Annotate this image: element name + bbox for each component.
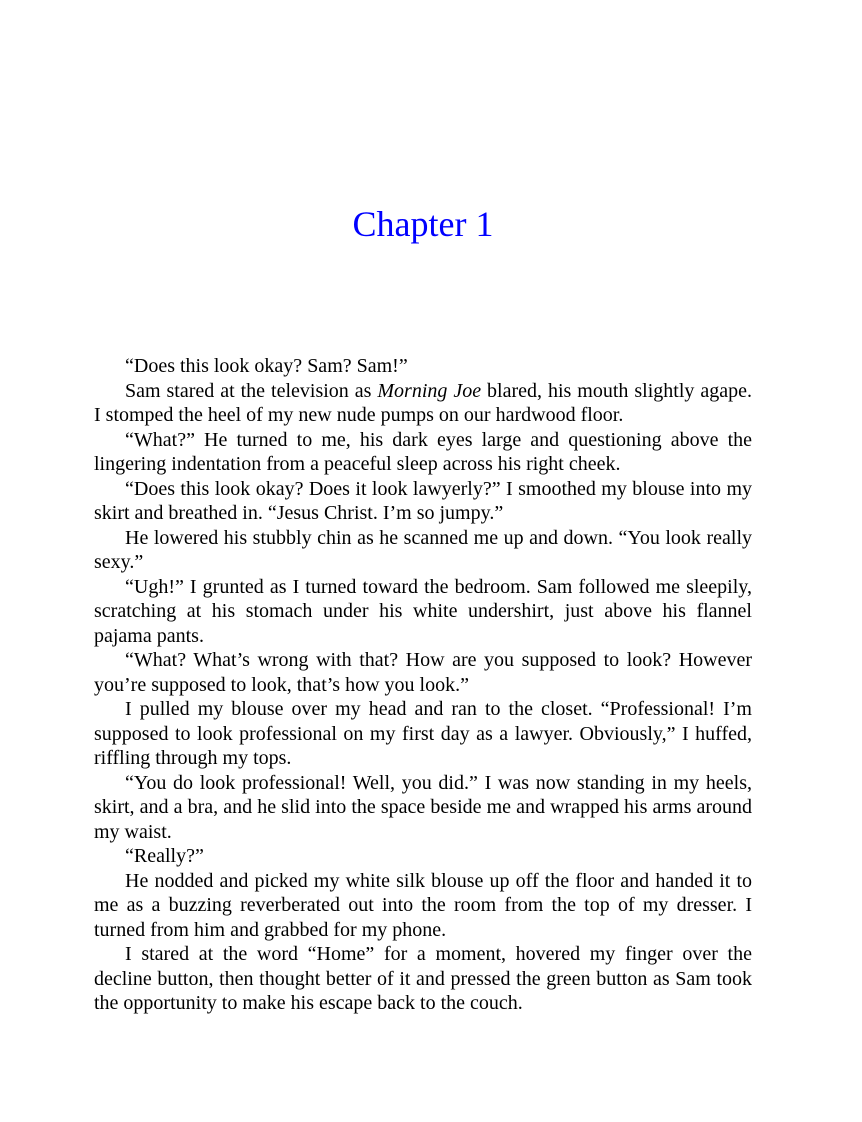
paragraph: “What? What’s wrong with that? How are you supposed to look? However you’re supposed to look, that’s how you look.”	[94, 649, 752, 696]
paragraph: “Ugh!” I grunted as I turned toward the bedroom. Sam followed me sleepily, scratching at his stomach under his white undershirt, just above his flannel pajama pants.	[94, 575, 752, 647]
paragraph: “Does this look okay? Sam? Sam!”	[125, 355, 408, 377]
paragraph: “Does this look okay? Does it look lawyerly?” I smoothed my blouse into my skirt and breathed in. “Jesus Christ. I’m so jumpy.”	[94, 477, 752, 524]
body-text	[94, 354, 752, 1016]
paragraph: He lowered his stubbly chin as he scanned me up and down. “You look really sexy.”	[94, 526, 752, 573]
paragraph: He nodded and picked my white silk blouse up off the floor and handed it to me as a buzzing reverberated out into the room from the top of my dresser. I turned from him and grabbed for my phone.	[94, 869, 752, 941]
paragraph: I stared at the word “Home” for a moment, hovered my finger over the decline button, then thought better of it and pressed the green button as Sam took the opportunity to make his escape back to the couch.	[94, 943, 752, 1014]
paragraph: “What?” He turned to me, his dark eyes large and questioning above the lingering indentation from a peaceful sleep across his right cheek.	[94, 428, 752, 475]
paragraph: “You do look professional! Well, you did.” I was now standing in my heels, skirt, and a bra, and he slid into the space beside me and wrapped his arms around my waist.	[94, 771, 752, 843]
paragraph: I pulled my blouse over my head and ran to the closet. “Professional! I’m supposed to look professional on my first day as a lawyer. Obviously,” I huffed, riffling through my tops.	[94, 698, 752, 769]
paragraph-segment: Sam stared at the television as	[125, 379, 378, 402]
paragraph	[94, 379, 752, 428]
chapter-heading: Chapter 1	[352, 204, 494, 244]
paragraph-segment: blared, his mouth slightly agape. I stomped the heel of my new nude pumps on our hardwood floor.	[94, 379, 752, 426]
paragraph-segment-italic: Morning Joe	[377, 379, 482, 402]
paragraph: “Really?”	[125, 845, 204, 867]
